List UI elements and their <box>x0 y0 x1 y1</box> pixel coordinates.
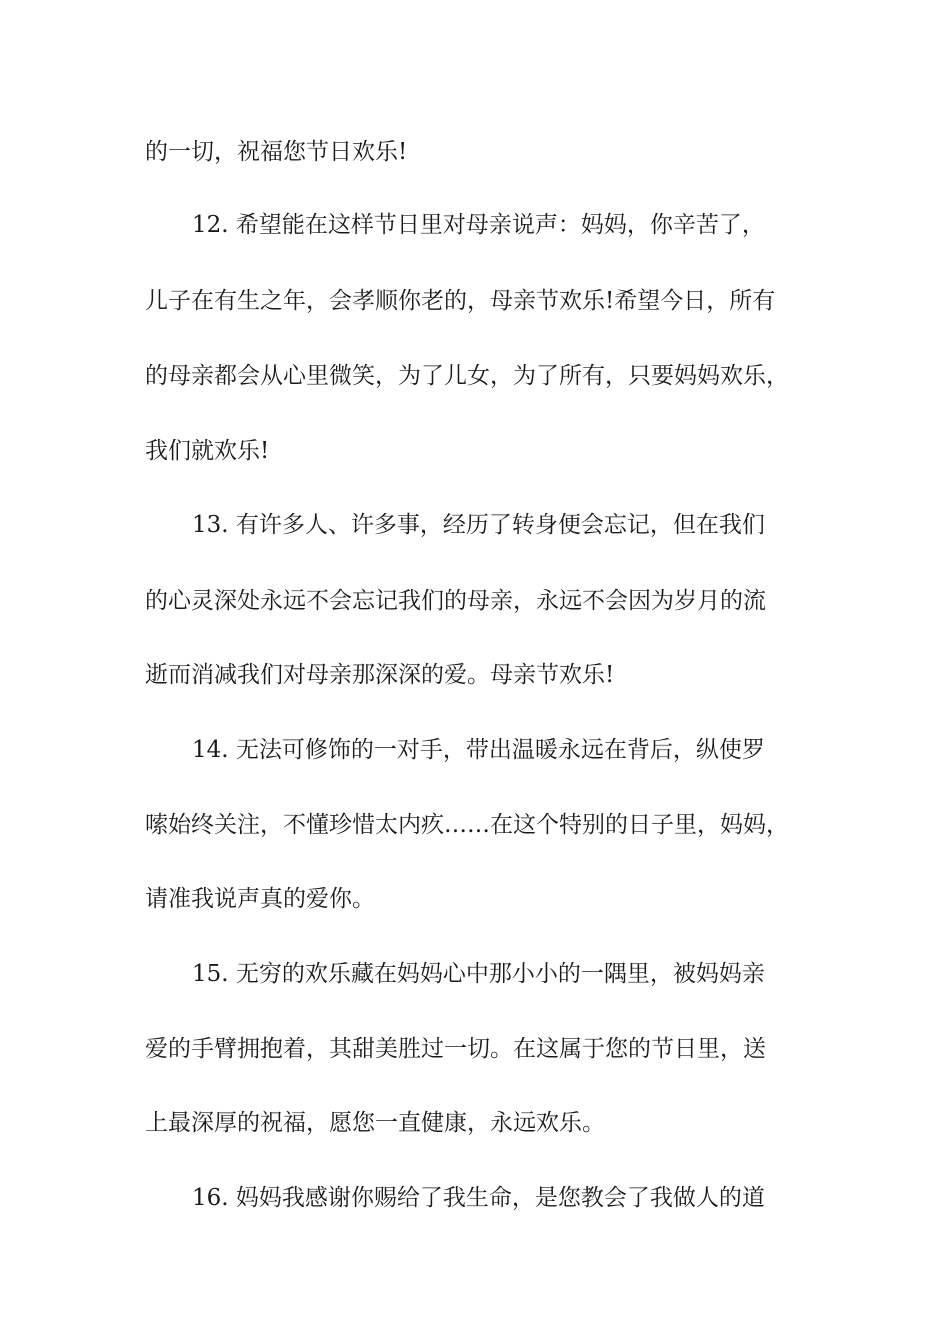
text-line: 13. 有许多人、许多事，经历了转身便会忘记，但在我们 <box>192 512 765 538</box>
text-line: 16. 妈妈我感谢你赐给了我生命，是您教会了我做人的道 <box>192 1185 765 1211</box>
text-line: 我们就欢乐! <box>145 438 270 464</box>
text-line: 15. 无穷的欢乐藏在妈妈心中那小小的一隅里，被妈妈亲 <box>192 961 765 987</box>
text-line: 逝而消减我们对母亲那深深的爱。母亲节欢乐! <box>145 662 615 688</box>
text-line: 上最深厚的祝福，愿您一直健康，永远欢乐。 <box>145 1110 605 1136</box>
text-line: 14. 无法可修饰的一对手，带出温暖永远在背后，纵使罗 <box>192 737 765 763</box>
text-line: 爱的手臂拥抱着，其甜美胜过一切。在这属于您的节日里，送 <box>145 1036 766 1062</box>
text-line: 的心灵深处永远不会忘记我们的母亲，永远不会因为岁月的流 <box>145 588 766 614</box>
text-line: 儿子在有生之年，会孝顺你老的，母亲节欢乐!希望今日，所有 <box>145 288 776 314</box>
text-line: 12. 希望能在这样节日里对母亲说声：妈妈，你辛苦了， <box>192 212 765 238</box>
text-line: 的母亲都会从心里微笑，为了儿女，为了所有，只要妈妈欢乐， <box>145 363 789 389</box>
text-line: 的一切，祝福您节日欢乐! <box>145 139 408 165</box>
text-line: 嗦始终关注，不懂珍惜太内疚……在这个特别的日子里，妈妈， <box>145 812 789 838</box>
text-line: 请准我说声真的爱你。 <box>145 886 375 912</box>
